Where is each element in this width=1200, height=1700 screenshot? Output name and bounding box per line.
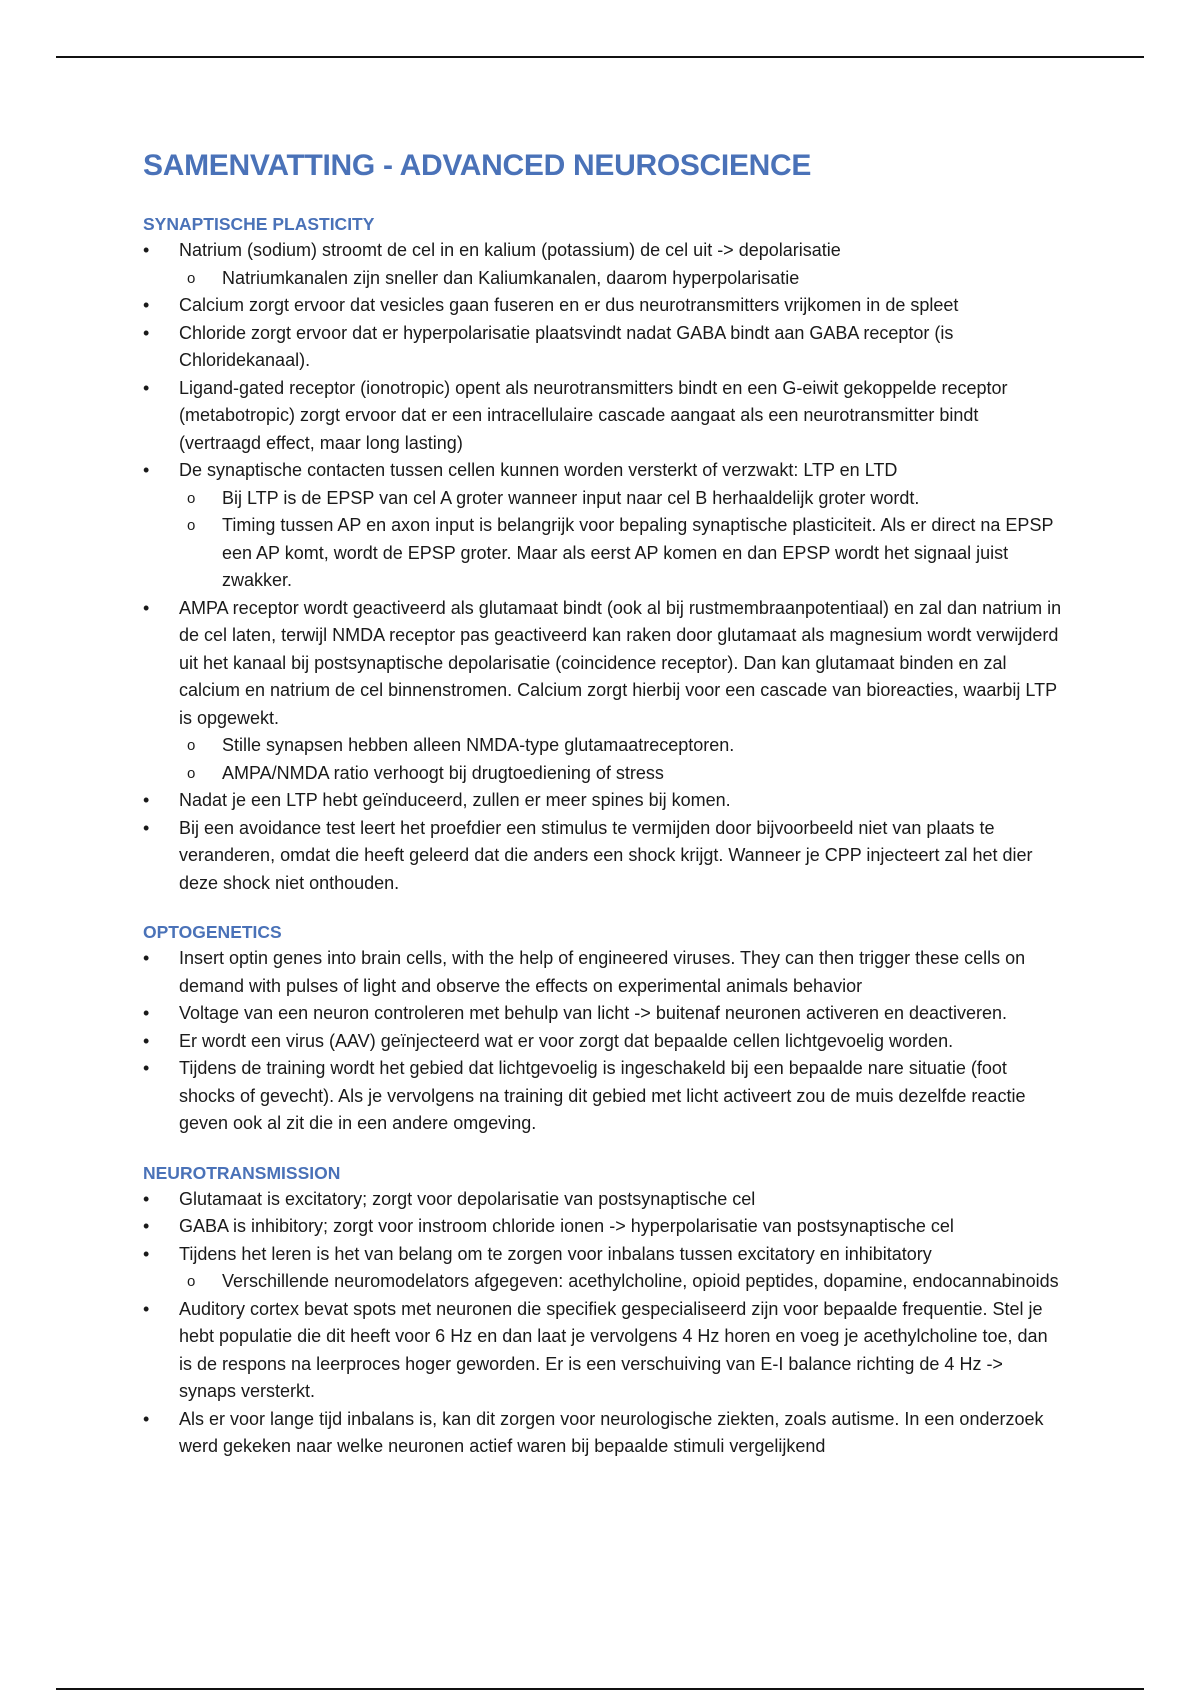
bullet-text: Chloride zorgt ervoor dat er hyperpolarisatie plaatsvindt nadat GABA bindt aan GABA receptor (is Chloridekanaal). [179,322,954,370]
bullet-text: AMPA receptor wordt geactiveerd als glutamaat bindt (ook al bij rustmembraanpotentiaal) en zal dan natrium in de cel laten, terwijl NMDA receptor pas geactiveerd kan raken door glutamaat als magnesium wordt verwijderd uit het kanaal bij postsynaptische depolarisatie (coincidence receptor). Dan kan glutamaat binden en zal calcium en natrium de cel binnenstromen. Calcium zorgt hierbij voor een cascade van bioreacties, waarbij LTP is opgewekt. [179,597,1062,728]
bullet-text: Tijdens het leren is het van belang om te zorgen voor inbalans tussen excitatory en inhibitatory [179,1243,932,1264]
section-heading: OPTOGENETICS [143,922,282,942]
bullet-item [143,1186,1063,1214]
section [143,1160,1063,1461]
bullet-text: De synaptische contacten tussen cellen kunnen worden versterkt of verzwakt: LTP en LTD [179,460,898,480]
bullet-text: Bij een avoidance test leert het proefdier een stimulus te vermijden door bijvoorbeeld niet van plaats te veranderen, omdat die heeft geleerd dat die anders een shock krijgt. Wanneer je CPP injecteert zal het dier deze shock niet onthouden. [179,817,1033,893]
bullet-item [143,375,1063,458]
bullet-text: Nadat je een LTP hebt geïnduceerd, zullen er meer spines bij komen. [179,790,731,810]
bullet-text: Tijdens de training wordt het gebied dat lichtgevoelig is ingeschakeld bij een bepaalde nare situatie (foot shocks of gevecht). Als je vervolgens na training dit gebied met licht activeert zou de muis dezelfde reactie geven ook al zit die in een andere omgeving. [179,1058,1026,1133]
bullet-item [143,787,1063,815]
bullet-text: Auditory cortex bevat spots met neuronen die specifiek gespecialiseerd zijn voor bepaalde frequentie. Stel je hebt populatie die dit heeft voor 6 Hz en dan laat je vervolgens 4 Hz horen en voeg je acethylcholine toe, dan is de respons na leerproces hoger geworden. Er is een verschuiving van E-I balance richting de 4 Hz -> synaps versterkt. [179,1298,1048,1401]
sub-bullet-list [179,732,1063,787]
document-body [143,145,1063,1483]
bullet-text: Voltage van een neuron controleren met behulp van licht -> buitenaf neuronen activeren en deactiveren. [179,1003,1008,1023]
bullet-item [143,1241,1063,1296]
sub-bullet-item: o AMPA/NMDA ratio verhoogt bij drugtoediening of stress [179,760,1063,788]
sections-container [143,211,1063,1461]
bullet-text: Insert optin genes into brain cells, with the help of engineered viruses. They can then trigger these cells on demand with pulses of light and observe the effects on experimental animals behavior [179,948,1026,996]
bullet-item [143,945,1063,1000]
section-heading: NEUROTRANSMISSION [143,1162,341,1183]
bullet-item [143,237,1063,292]
sub-bullet-item: o Verschillende neuromodelators afgegeven: acethylcholine, opioid peptides, dopamine, endocannabinoids [179,1268,1063,1296]
bullet-text: Natrium (sodium) stroomt de cel in en kalium (potassium) de cel uit -> depolarisatie [179,240,841,260]
bullet-text: Als er voor lange tijd inbalans is, kan dit zorgen voor neurologische ziekten, zoals autisme. In een onderzoek werd gekeken naar welke neuronen actief waren bij bepaalde stimuli vergelijkend [179,1408,1044,1456]
bullet-item [143,1055,1063,1138]
bullet-item [143,815,1063,898]
bullet-list [143,945,1063,1138]
bullet-item [143,1296,1063,1406]
bullet-item [143,595,1063,788]
section-heading: SYNAPTISCHE PLASTICITY [143,214,375,234]
sub-bullet-item: o Timing tussen AP en axon input is belangrijk voor bepaling synaptische plasticiteit. Als er direct na EPSP een AP komt, wordt de EPSP groter. Maar als eerst AP komen en dan EPSP wordt het signaal juist zwakker. [179,512,1063,595]
sub-bullet-item: o Natriumkanalen zijn sneller dan Kaliumkanalen, daarom hyperpolarisatie [179,265,1063,293]
bullet-list [143,1186,1063,1461]
sub-bullet-item: o Bij LTP is de EPSP van cel A groter wanneer input naar cel B herhaaldelijk groter wordt. [179,485,1063,513]
bullet-item [143,1213,1063,1241]
bullet-text: Calcium zorgt ervoor dat vesicles gaan fuseren en er dus neurotransmitters vrijkomen in de spleet [179,295,959,315]
bullet-item [143,1000,1063,1028]
header-rule [56,56,1144,58]
sub-bullet-list [179,265,1063,293]
bullet-text: Glutamaat is excitatory; zorgt voor depolarisatie van postsynaptische cel [179,1188,756,1209]
section [143,211,1063,897]
bullet-text: Er wordt een virus (AAV) geïnjecteerd wat er voor zorgt dat bepaalde cellen lichtgevoelig worden. [179,1030,954,1051]
sub-bullet-list [179,1268,1063,1296]
bullet-item [143,292,1063,320]
bullet-text: Ligand-gated receptor (ionotropic) opent als neurotransmitters bindt en een G-eiwit gekoppelde receptor (metabotropic) zorgt ervoor dat er een intracellulaire cascade aangaat als een neurotransmitter bindt (vertraagd effect, maar long lasting) [179,377,1008,453]
section [143,919,1063,1138]
bullet-item [143,1406,1063,1461]
bullet-list [143,237,1063,897]
bullet-item [143,320,1063,375]
sub-bullet-item: o Stille synapsen hebben alleen NMDA-type glutamaatreceptoren. [179,732,1063,760]
document-title: SAMENVATTING - ADVANCED NEUROSCIENCE [143,149,812,182]
bullet-item [143,457,1063,595]
bullet-item [143,1028,1063,1056]
footer-rule [56,1688,1144,1690]
bullet-text: GABA is inhibitory; zorgt voor instroom chloride ionen -> hyperpolarisatie van postsynaptische cel [179,1216,954,1236]
sub-bullet-list [179,485,1063,595]
